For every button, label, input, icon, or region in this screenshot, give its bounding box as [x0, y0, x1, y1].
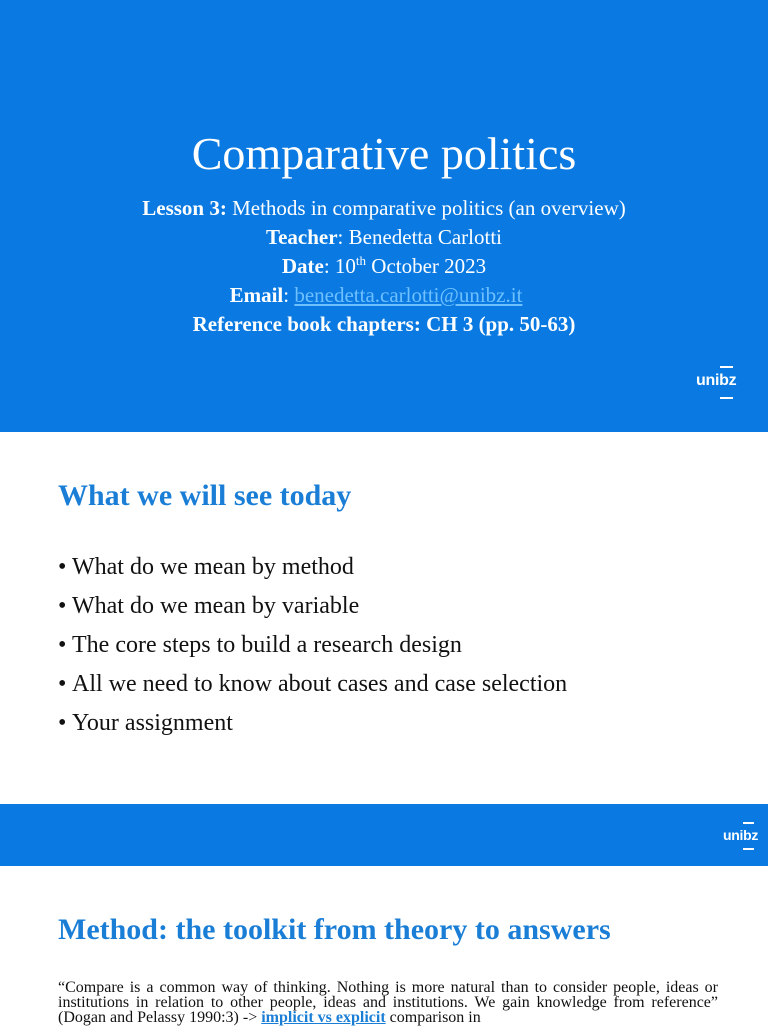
bullet-dot: • [58, 671, 67, 697]
slide-title: Comparative politics [191, 128, 577, 179]
title-slide [0, 0, 768, 432]
teacher-line [0, 223, 768, 252]
list-item-text: All we need to know about cases and case selection [72, 671, 568, 697]
email-link[interactable]: benedetta.carlotti@unibz.it [294, 283, 523, 307]
teacher-label: Teacher [266, 225, 338, 249]
logo-bar-bottom [743, 848, 754, 850]
slide-header-bar [0, 804, 768, 866]
logo-text: unibz [696, 372, 737, 389]
lesson-text: Methods in comparative politics (an overview) [226, 196, 626, 220]
list-item-text: What do we mean by method [72, 554, 354, 580]
slide-meta [0, 194, 768, 339]
method-slide [0, 866, 768, 1024]
date-superscript: th [355, 253, 367, 268]
method-heading: Method: the toolkit from theory to answers [58, 913, 611, 946]
list-item-text: Your assignment [72, 710, 233, 736]
logo-bar-top [720, 366, 733, 368]
list-item [58, 548, 567, 587]
agenda-list [58, 548, 567, 743]
list-item [58, 665, 567, 704]
list-item-text: The core steps to build a research design [72, 632, 462, 658]
list-item [58, 626, 567, 665]
quote-text: “Compare is a common way of thinking. Nothing is more natural than to consider people, ideas or institutions in relation to other people, ideas and institutions. We gain knowledge from reference” (Dogan and Pelassy 1990:3) -> [58, 979, 718, 1026]
reference-text: Reference book chapters: CH 3 (pp. 50-63) [192, 312, 576, 336]
logo-bar-bottom [720, 397, 733, 399]
date-suffix: October 2023 [366, 254, 487, 278]
date-line [0, 252, 768, 281]
logo-bar-top [743, 822, 754, 824]
teacher-text: : Benedetta Carlotti [337, 225, 502, 249]
list-item-text: What do we mean by variable [72, 593, 360, 619]
email-label: Email [229, 283, 284, 307]
unibz-logo-small [723, 827, 758, 843]
list-item [58, 587, 567, 626]
email-separator: : [283, 283, 295, 307]
bullet-dot: • [58, 554, 67, 580]
bullet-dot: • [58, 593, 67, 619]
lesson-label: Lesson 3: [142, 196, 227, 220]
bullet-dot: • [58, 632, 67, 658]
quote-link[interactable]: implicit vs explicit [261, 1009, 386, 1026]
method-quote [58, 980, 718, 1025]
agenda-slide [0, 432, 768, 804]
bullet-dot: • [58, 710, 67, 736]
agenda-heading: What we will see today [58, 479, 352, 512]
quote-end: comparison in [385, 1009, 481, 1026]
date-prefix: : 10 [323, 254, 356, 278]
unibz-logo [696, 372, 736, 390]
logo-text: unibz [723, 827, 759, 843]
list-item [58, 704, 567, 743]
reference-line [0, 310, 768, 339]
date-label: Date [281, 254, 324, 278]
lesson-line [0, 194, 768, 223]
email-line [0, 281, 768, 310]
